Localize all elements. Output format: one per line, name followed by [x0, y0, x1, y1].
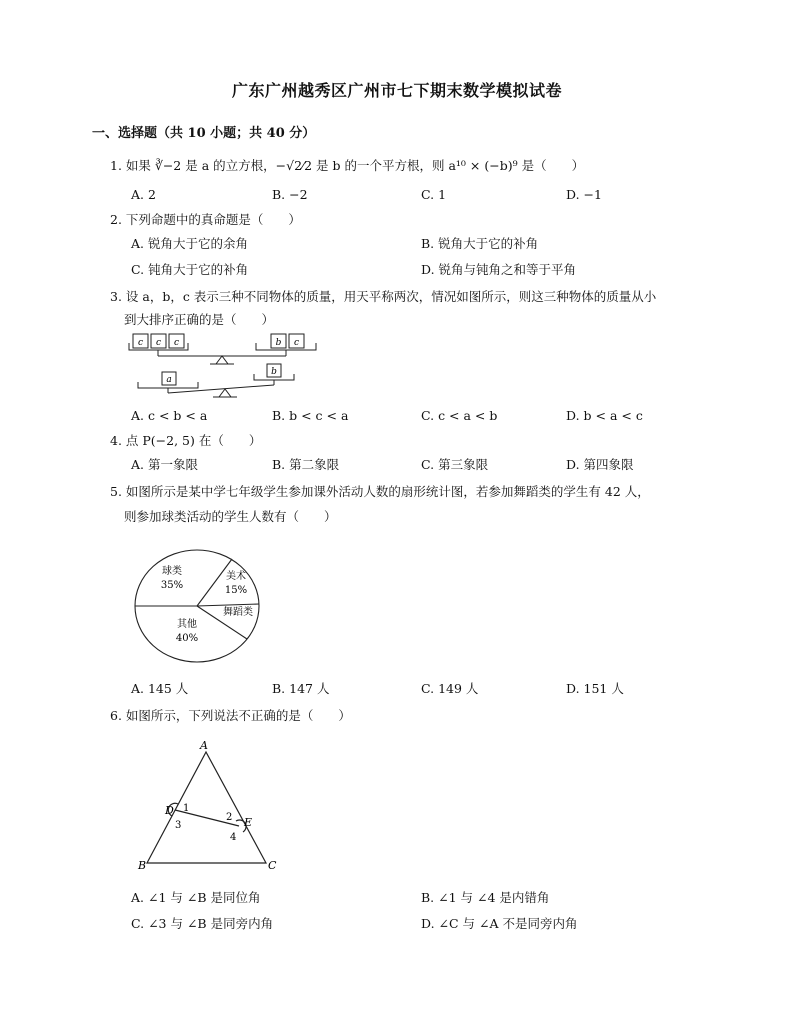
page-title: 广东广州越秀区广州市七下期末数学模拟试卷 [231, 81, 562, 100]
q5-option-a: A. 145 人 [131, 681, 189, 696]
q6-option-b: B. ∠1 与 ∠4 是内错角 [421, 890, 550, 905]
svg-text:b: b [275, 338, 282, 348]
pie-label-art: 美术 [226, 571, 246, 582]
svg-text:a: a [166, 375, 172, 385]
question-4-stem: 4. 点 P(−2, 5) 在（ ） [110, 433, 262, 448]
q5-option-c: C. 149 人 [421, 681, 479, 696]
question-3-stem-line1: 3. 设 a，b，c 表示三种不同物体的质量，用天平称两次，情况如图所示，则这三种物体的质量从小 [110, 289, 657, 304]
q3-option-c: C. c < a < b [421, 408, 498, 423]
q1-option-d: D. −1 [566, 187, 602, 202]
vertex-b: B [138, 859, 147, 872]
question-6-stem: 6. 如图所示，下列说法不正确的是（ ） [110, 708, 351, 723]
pie-label-other: 其他 [177, 619, 197, 630]
q4-option-d: D. 第四象限 [566, 457, 634, 472]
vertex-e: E [244, 816, 253, 829]
q1-option-b: B. −2 [272, 187, 308, 202]
pie-pct-ball: 35% [160, 580, 184, 591]
triangle-figure [134, 738, 284, 872]
svg-text:b: b [271, 367, 277, 377]
pie-pct-other: 40% [175, 633, 199, 644]
section-heading: 一、选择题（共 10 小题；共 40 分） [92, 126, 316, 141]
angle-label-1: 1 [183, 803, 190, 814]
pie-label-ball: 球类 [162, 566, 182, 577]
angle-label-2: 2 [226, 812, 233, 823]
vertex-c: C [268, 859, 277, 872]
q6-option-d: D. ∠C 与 ∠A 不是同旁内角 [421, 916, 578, 931]
q1-option-a: A. 2 [131, 187, 156, 202]
pie-label-dance: 舞蹈类 [223, 607, 253, 618]
q2-option-a: A. 锐角大于它的余角 [131, 236, 248, 251]
top-left-boxes [133, 334, 184, 348]
question-3-stem-line2: 到大排序正确的是（ ） [124, 312, 275, 327]
q4-option-b: B. 第二象限 [272, 457, 340, 472]
top-right-boxes [271, 334, 304, 348]
question-5-stem-line2: 则参加球类活动的学生人数有（ ） [124, 509, 337, 524]
q2-option-c: C. 钝角大于它的补角 [131, 262, 249, 277]
q3-option-d: D. b < a < c [566, 408, 643, 423]
q4-option-c: C. 第三象限 [421, 457, 489, 472]
question-5-stem-line1: 5. 如图所示是某中学七年级学生参加课外活动人数的扇形统计图，若参加舞蹈类的学生有 42 人， [110, 484, 650, 499]
q4-option-a: A. 第一象限 [131, 457, 198, 472]
pie-divider-right [197, 604, 259, 606]
pie-chart-figure [132, 549, 262, 665]
q1-option-c: C. 1 [421, 187, 447, 202]
q2-option-d: D. 锐角与钝角之和等于平角 [421, 262, 577, 277]
q2-option-b: B. 锐角大于它的补角 [421, 236, 539, 251]
question-2-stem: 2. 下列命题中的真命题是（ ） [110, 212, 301, 227]
balance-scale-figure [126, 330, 326, 408]
q3-option-a: A. c < b < a [131, 408, 208, 423]
q3-option-b: B. b < c < a [272, 408, 349, 423]
bottom-boxes [162, 364, 281, 385]
svg-text:c: c [173, 338, 180, 348]
angle-label-3: 3 [175, 820, 182, 831]
svg-text:c: c [137, 338, 144, 348]
q5-option-d: D. 151 人 [566, 681, 624, 696]
vertex-d: D [165, 804, 174, 817]
q6-option-a: A. ∠1 与 ∠B 是同位角 [131, 890, 261, 905]
vertex-a: A [200, 739, 208, 752]
q5-option-b: B. 147 人 [272, 681, 330, 696]
svg-text:c: c [155, 338, 162, 348]
q6-option-c: C. ∠3 与 ∠B 是同旁内角 [131, 916, 274, 931]
svg-text:c: c [293, 338, 300, 348]
question-1-stem: 1. 如果 ∛−2 是 a 的立方根，−√2⁄2 是 b 的一个平方根，则 a¹⁰ × (−b)⁹ 是（ ） [110, 158, 585, 173]
angle-label-4: 4 [230, 832, 237, 843]
pie-pct-art: 15% [224, 585, 248, 596]
pie-divider-top [197, 559, 232, 606]
